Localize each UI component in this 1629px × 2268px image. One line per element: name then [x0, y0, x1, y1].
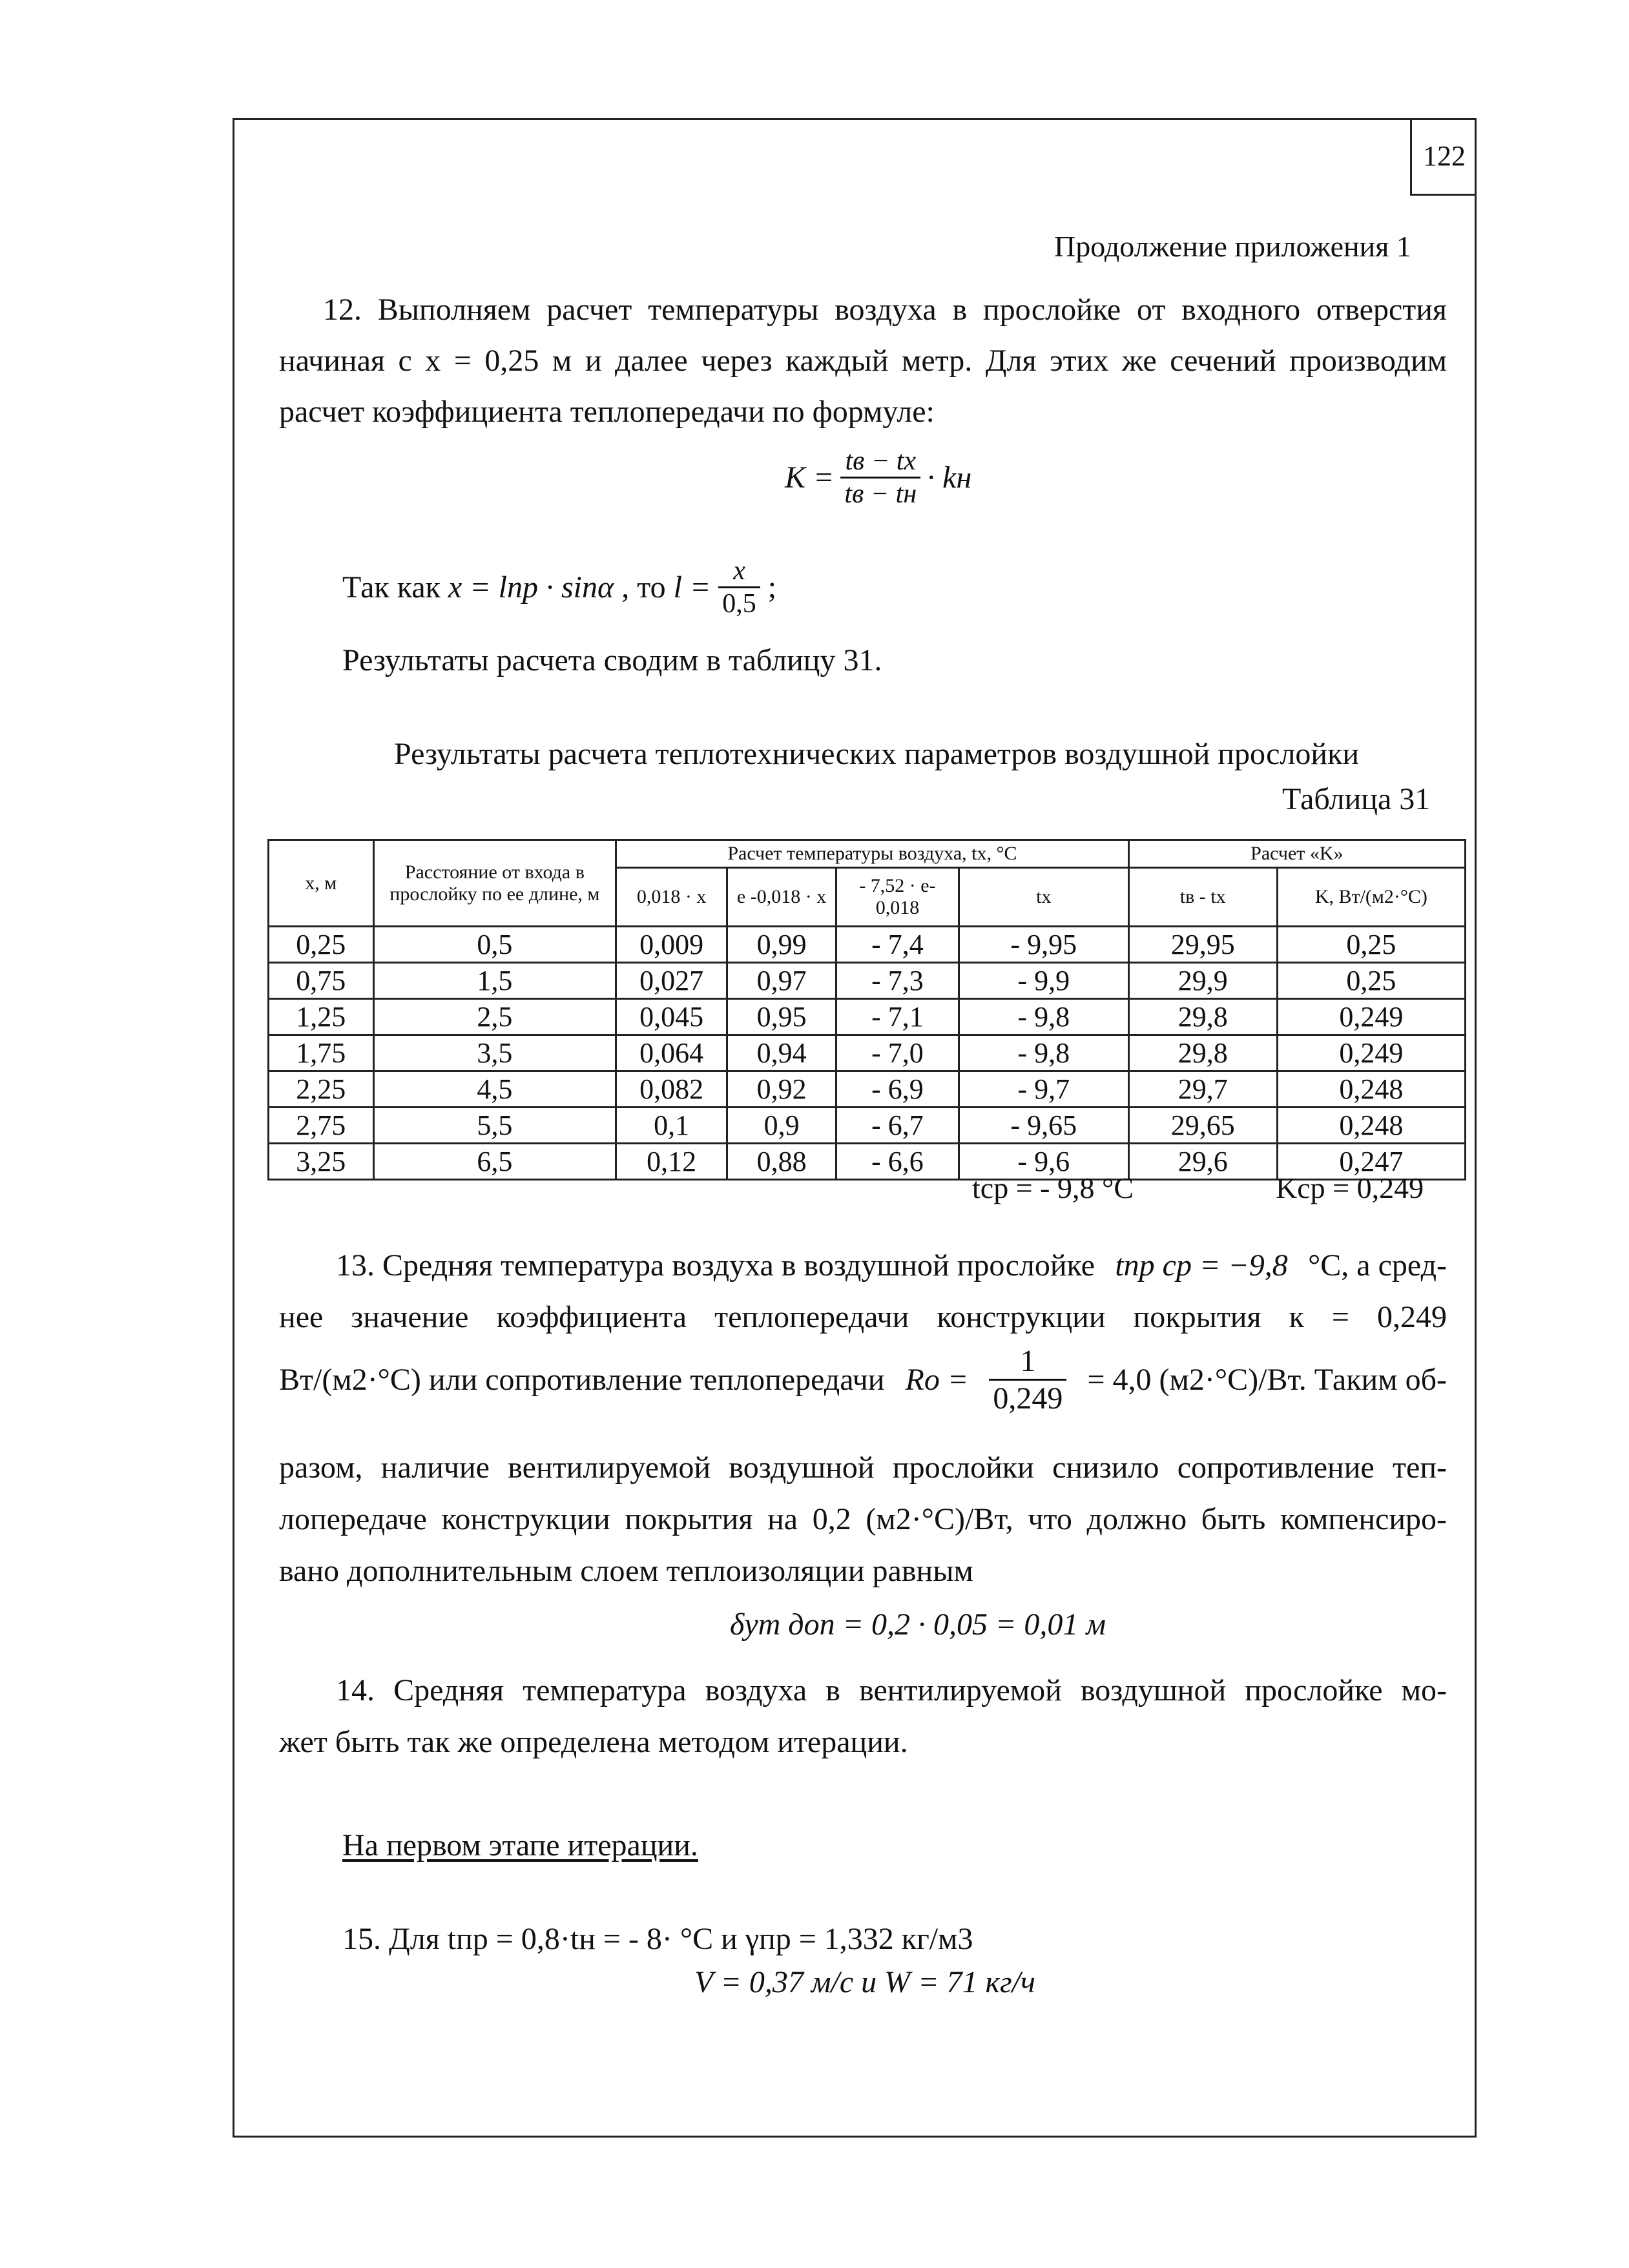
step14-line1: 14. Средняя температура воздуха в вентилируемой воздушной прослойке мо-	[336, 1673, 1447, 1707]
cell-752: - 7,1	[836, 999, 959, 1035]
cell-tx: - 9,9	[959, 963, 1128, 999]
cell-tx: - 9,7	[959, 1071, 1128, 1108]
step12-line3: расчет коэффициента теплопередачи по формуле:	[279, 395, 935, 429]
page-number: 122	[1410, 118, 1477, 196]
col-header-tx: tx	[959, 868, 1128, 927]
cell-x: 0,25	[269, 927, 374, 963]
iteration-heading: На первом этапе итерации.	[342, 1828, 698, 1862]
results-table	[267, 839, 1466, 1180]
cell-diff: 29,7	[1128, 1071, 1277, 1108]
cell-tx: - 9,6	[959, 1144, 1128, 1180]
step13-line3-b: = 4,0 (м2·°C)/Вт. Таким об-	[1087, 1363, 1447, 1397]
table-row	[269, 1071, 1466, 1108]
cell-752: - 6,6	[836, 1144, 959, 1180]
cell-752: - 7,0	[836, 1035, 959, 1071]
col-header-018x: 0,018 · x	[616, 868, 727, 927]
cell-diff: 29,9	[1128, 963, 1277, 999]
delta-formula: δут доп = 0,2 · 0,05 = 0,01 м	[730, 1607, 1106, 1642]
cell-exp: 0,92	[727, 1071, 836, 1108]
step13-line3-a: Вт/(м2·°C) или сопротивление теплопередачи	[279, 1363, 885, 1397]
col-header-exp: e -0,018 · x	[727, 868, 836, 927]
step13-line2: нее значение коэффициента теплопередачи конструкции покрытия к = 0,249	[279, 1300, 1447, 1334]
step13-line1-a: 13. Средняя температура воздуха в воздушной прослойке	[336, 1248, 1095, 1283]
step13-line3	[279, 1343, 1447, 1416]
cell-752: - 7,3	[836, 963, 959, 999]
table-row	[269, 963, 1466, 999]
continuation-note: Продолжение приложения 1	[1054, 230, 1411, 263]
cell-distance: 6,5	[373, 1144, 616, 1180]
cell-tx: - 9,65	[959, 1108, 1128, 1144]
cell-k: 0,25	[1277, 963, 1465, 999]
cell-k: 0,248	[1277, 1108, 1465, 1144]
col-header-distance: Расстояние от входа в прослойку по ее длине, м	[373, 840, 616, 927]
table-row	[269, 999, 1466, 1035]
cell-exp: 0,9	[727, 1108, 836, 1144]
cell-distance: 1,5	[373, 963, 616, 999]
cell-distance: 5,5	[373, 1108, 616, 1144]
step13-fraction-den: 0,249	[993, 1381, 1063, 1416]
cell-k: 0,249	[1277, 1035, 1465, 1071]
relation-line	[342, 555, 776, 619]
step12-line2: начиная с x = 0,25 м и далее через каждый метр. Для этих же сечений производим	[279, 344, 1447, 378]
cell-k: 0,247	[1277, 1144, 1465, 1180]
step13-fraction-num: 1	[989, 1343, 1066, 1381]
cell-018x: 0,027	[616, 963, 727, 999]
cell-018x: 0,12	[616, 1144, 727, 1180]
relation-numerator: x	[718, 555, 760, 588]
k-formula-numerator: tв − tx	[840, 446, 920, 479]
k-formula-fraction	[840, 446, 920, 510]
cell-752: - 7,4	[836, 927, 959, 963]
cell-k: 0,25	[1277, 927, 1465, 963]
cell-distance: 3,5	[373, 1035, 616, 1071]
k-formula	[785, 446, 971, 510]
average-temperature: tср = - 9,8 °C	[972, 1171, 1134, 1204]
step15-line1: 15. Для tпр = 0,8·tн = - 8· °C и γпр = 1,332 кг/м3	[342, 1922, 973, 1956]
step13-r0: Ro =	[905, 1363, 969, 1397]
cell-tx: - 9,8	[959, 999, 1128, 1035]
step12-line1: 12. Выполняем расчет температуры воздуха в прослойке от входного отверстия	[323, 293, 1447, 327]
col-header-752: - 7,52 · e- 0,018	[836, 868, 959, 927]
cell-exp: 0,95	[727, 999, 836, 1035]
table-label: Таблица 31	[1282, 782, 1431, 816]
relation-prefix: Так как	[342, 570, 441, 604]
results-line: Результаты расчета сводим в таблицу 31.	[342, 643, 882, 677]
group-header-temp: Расчет температуры воздуха, tx, °C	[616, 840, 1129, 868]
col-header-k: K, Вт/(м2·°C)	[1277, 868, 1465, 927]
cell-exp: 0,99	[727, 927, 836, 963]
cell-018x: 0,1	[616, 1108, 727, 1144]
relation-fraction	[718, 555, 760, 619]
cell-tx: - 9,95	[959, 927, 1128, 963]
cell-diff: 29,95	[1128, 927, 1277, 963]
relation-then: , то	[621, 570, 666, 604]
cell-diff: 29,8	[1128, 1035, 1277, 1071]
cell-752: - 6,9	[836, 1071, 959, 1108]
cell-tx: - 9,8	[959, 1035, 1128, 1071]
table-caption: Результаты расчета теплотехнических параметров воздушной прослойки	[394, 737, 1360, 771]
step14-line2: жет быть так же определена методом итерации.	[279, 1725, 908, 1759]
cell-diff: 29,8	[1128, 999, 1277, 1035]
cell-distance: 4,5	[373, 1071, 616, 1108]
cell-exp: 0,94	[727, 1035, 836, 1071]
cell-exp: 0,97	[727, 963, 836, 999]
table-row	[269, 927, 1466, 963]
step13-line6: вано дополнительным слоем теплоизоляции равным	[279, 1554, 973, 1588]
step13-fraction	[989, 1343, 1066, 1416]
cell-x: 1,75	[269, 1035, 374, 1071]
step13-line5: лопередаче конструкции покрытия на 0,2 (м2·°C)/Вт, что должно быть компенсиро-	[279, 1502, 1447, 1536]
step15-line2: V = 0,37 м/с и W = 71 кг/ч	[694, 1965, 1035, 1999]
cell-distance: 0,5	[373, 927, 616, 963]
cell-k: 0,248	[1277, 1071, 1465, 1108]
cell-x: 2,75	[269, 1108, 374, 1144]
k-formula-lhs: K =	[785, 460, 835, 495]
table-header-row-1	[269, 840, 1466, 868]
cell-752: - 6,7	[836, 1108, 959, 1144]
cell-exp: 0,88	[727, 1144, 836, 1180]
group-header-k: Расчет «K»	[1128, 840, 1465, 868]
cell-diff: 29,65	[1128, 1108, 1277, 1144]
cell-x: 0,75	[269, 963, 374, 999]
col-header-diff: tв - tx	[1128, 868, 1277, 927]
k-formula-rhs: · kн	[927, 460, 972, 495]
cell-k: 0,249	[1277, 999, 1465, 1035]
cell-diff: 29,6	[1128, 1144, 1277, 1180]
table-row	[269, 1108, 1466, 1144]
average-k: Kср = 0,249	[1276, 1171, 1424, 1204]
step13-line1	[336, 1248, 1447, 1283]
cell-018x: 0,045	[616, 999, 727, 1035]
cell-x: 2,25	[269, 1071, 374, 1108]
cell-018x: 0,009	[616, 927, 727, 963]
cell-018x: 0,064	[616, 1035, 727, 1071]
relation-l-eq: l =	[673, 570, 711, 604]
relation-denominator: 0,5	[722, 589, 756, 619]
cell-distance: 2,5	[373, 999, 616, 1035]
cell-x: 1,25	[269, 999, 374, 1035]
cell-x: 3,25	[269, 1144, 374, 1180]
cell-018x: 0,082	[616, 1071, 727, 1108]
col-header-x: x, м	[269, 840, 374, 927]
step13-line1-c: °C, а сред-	[1308, 1248, 1447, 1283]
k-formula-denominator: tв − tн	[844, 479, 917, 509]
relation-expr: x = lпр · sinα	[448, 570, 614, 604]
relation-end: ;	[767, 570, 777, 604]
step13-line4: разом, наличие вентилируемой воздушной прослойки снизило сопротивление теп-	[279, 1450, 1447, 1485]
step13-avg-temp: tпр ср = −9,8	[1115, 1248, 1288, 1283]
table-row	[269, 1035, 1466, 1071]
